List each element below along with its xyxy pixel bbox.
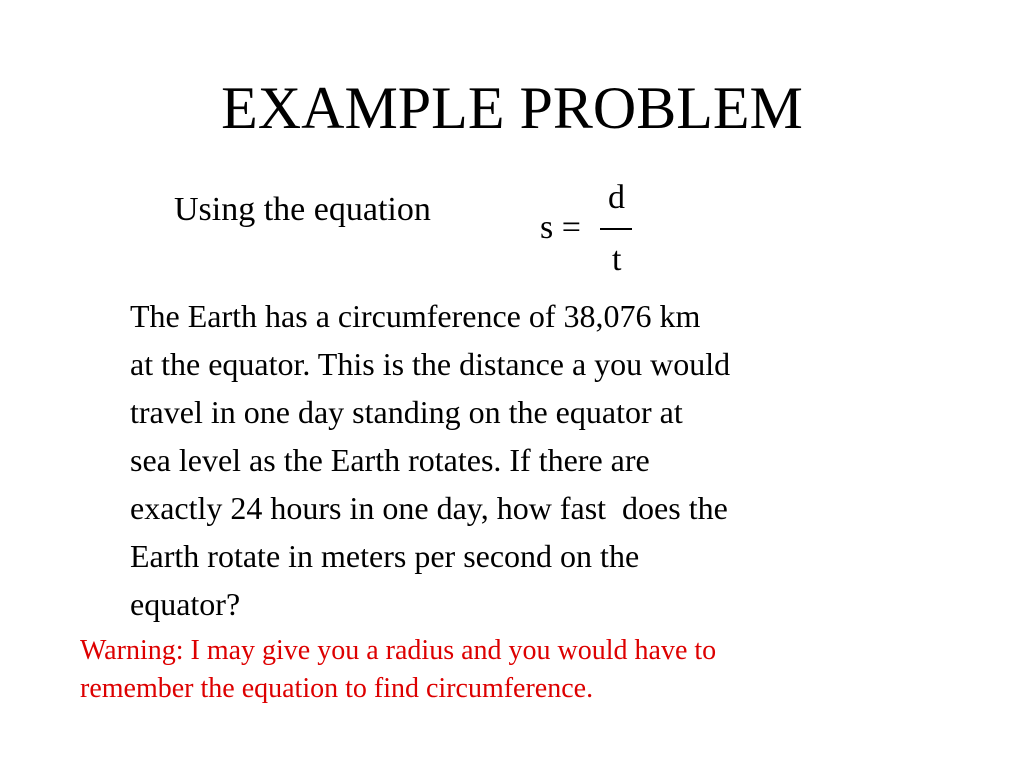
problem-line: travel in one day standing on the equator at [130, 394, 683, 430]
problem-statement [130, 292, 900, 628]
problem-line: at the equator. This is the distance a you would [130, 346, 731, 382]
problem-line: sea level as the Earth rotates. If there are [130, 442, 650, 478]
fraction-bar [600, 228, 632, 230]
problem-line: The Earth has a circumference of 38,076 km [130, 298, 701, 334]
problem-line: exactly 24 hours in one day, how fast does the [130, 490, 728, 526]
warning-note [80, 632, 940, 708]
slide-title: EXAMPLE PROBLEM [221, 75, 803, 141]
equation-lhs: s = [540, 209, 581, 246]
equation-numerator: d [608, 179, 625, 216]
speed-equation [540, 178, 650, 278]
equation-intro-text: Using the equation [174, 191, 431, 228]
equation-denominator: t [612, 241, 622, 278]
problem-line: equator? [130, 586, 241, 622]
warning-line: Warning: I may give you a radius and you would have to [80, 635, 717, 666]
problem-line: Earth rotate in meters per second on the [130, 538, 640, 574]
warning-line: remember the equation to find circumference. [80, 673, 594, 704]
